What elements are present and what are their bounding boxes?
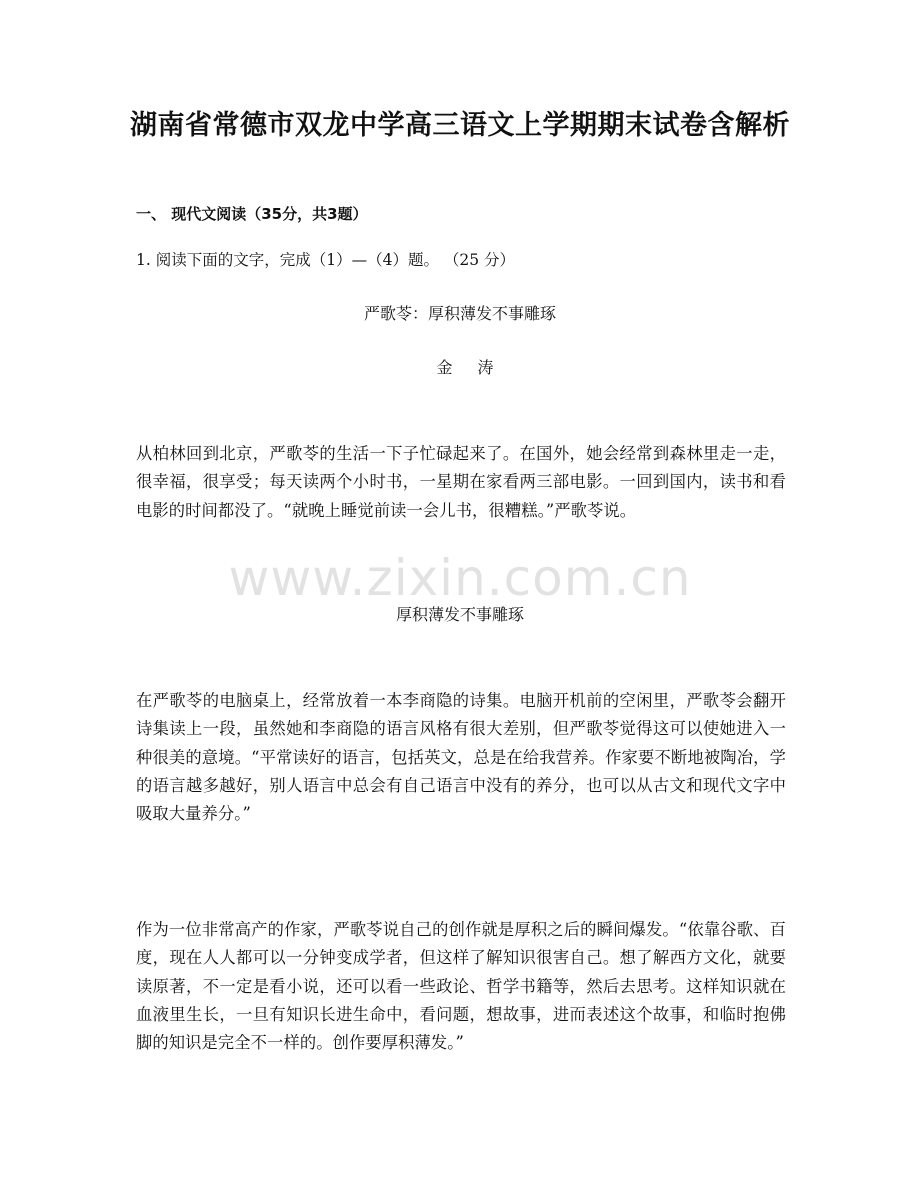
article-subheading: 厚积薄发不事雕琢 — [395, 605, 524, 624]
question-instruction: 1. 阅读下面的文字，完成（1）—（4）题。 （25 分） — [136, 251, 516, 269]
watermark: www.zixin.com.cn — [228, 549, 692, 607]
paragraph-3: 作为一位非常高产的作家，严歌苓说自己的创作就是厚积之后的瞬间爆发。“依靠谷歌、百度，现在人人都可以一分钟变成学者，但这样了解知识很害自己。想了解西方文化，就要读原著，不一定是看小说，还可以看一些政论、哲学书籍等，然后去思考。这样知识就在血液里生长，一旦有知识长进生命中，看问题，想故事，进而表述这个故事，和临时抱佛脚的知识是完全不一样的。创作要厚积薄发。” — [136, 920, 786, 1053]
section-heading: 一、 现代文阅读（35分，共3题） — [136, 205, 368, 223]
article-author: 金 涛 — [436, 358, 504, 377]
paragraph-2: 在严歌苓的电脑桌上，经常放着一本李商隐的诗集。电脑开机前的空闲里，严歌苓会翻开诗集读上一段，虽然她和李商隐的语言风格有很大差别，但严歌苓觉得这可以使她进入一种很美的意境。“平常读好的语言，包括英文，总是在给我营养。作家要不断地被陶冶，学的语言越多越好，别人语言中总会有自己语言中没有的养分，也可以从古文和现代文字中吸取大量养分。” — [136, 691, 786, 824]
document-title: 湖南省常德市双龙中学高三语文上学期期末试卷含解析 — [130, 110, 790, 141]
article-title: 严歌苓：厚积薄发不事雕琢 — [363, 304, 556, 323]
paragraph-1: 从柏林回到北京，严歌苓的生活一下子忙碌起来了。在国外，她会经常到森林里走一走，很幸福，很享受；每天读两个小时书，一星期在家看两三部电影。一回到国内，读书和看电影的时间都没了。“就晚上睡觉前读一会儿书，很糟糕。”严歌苓说。 — [136, 444, 786, 520]
